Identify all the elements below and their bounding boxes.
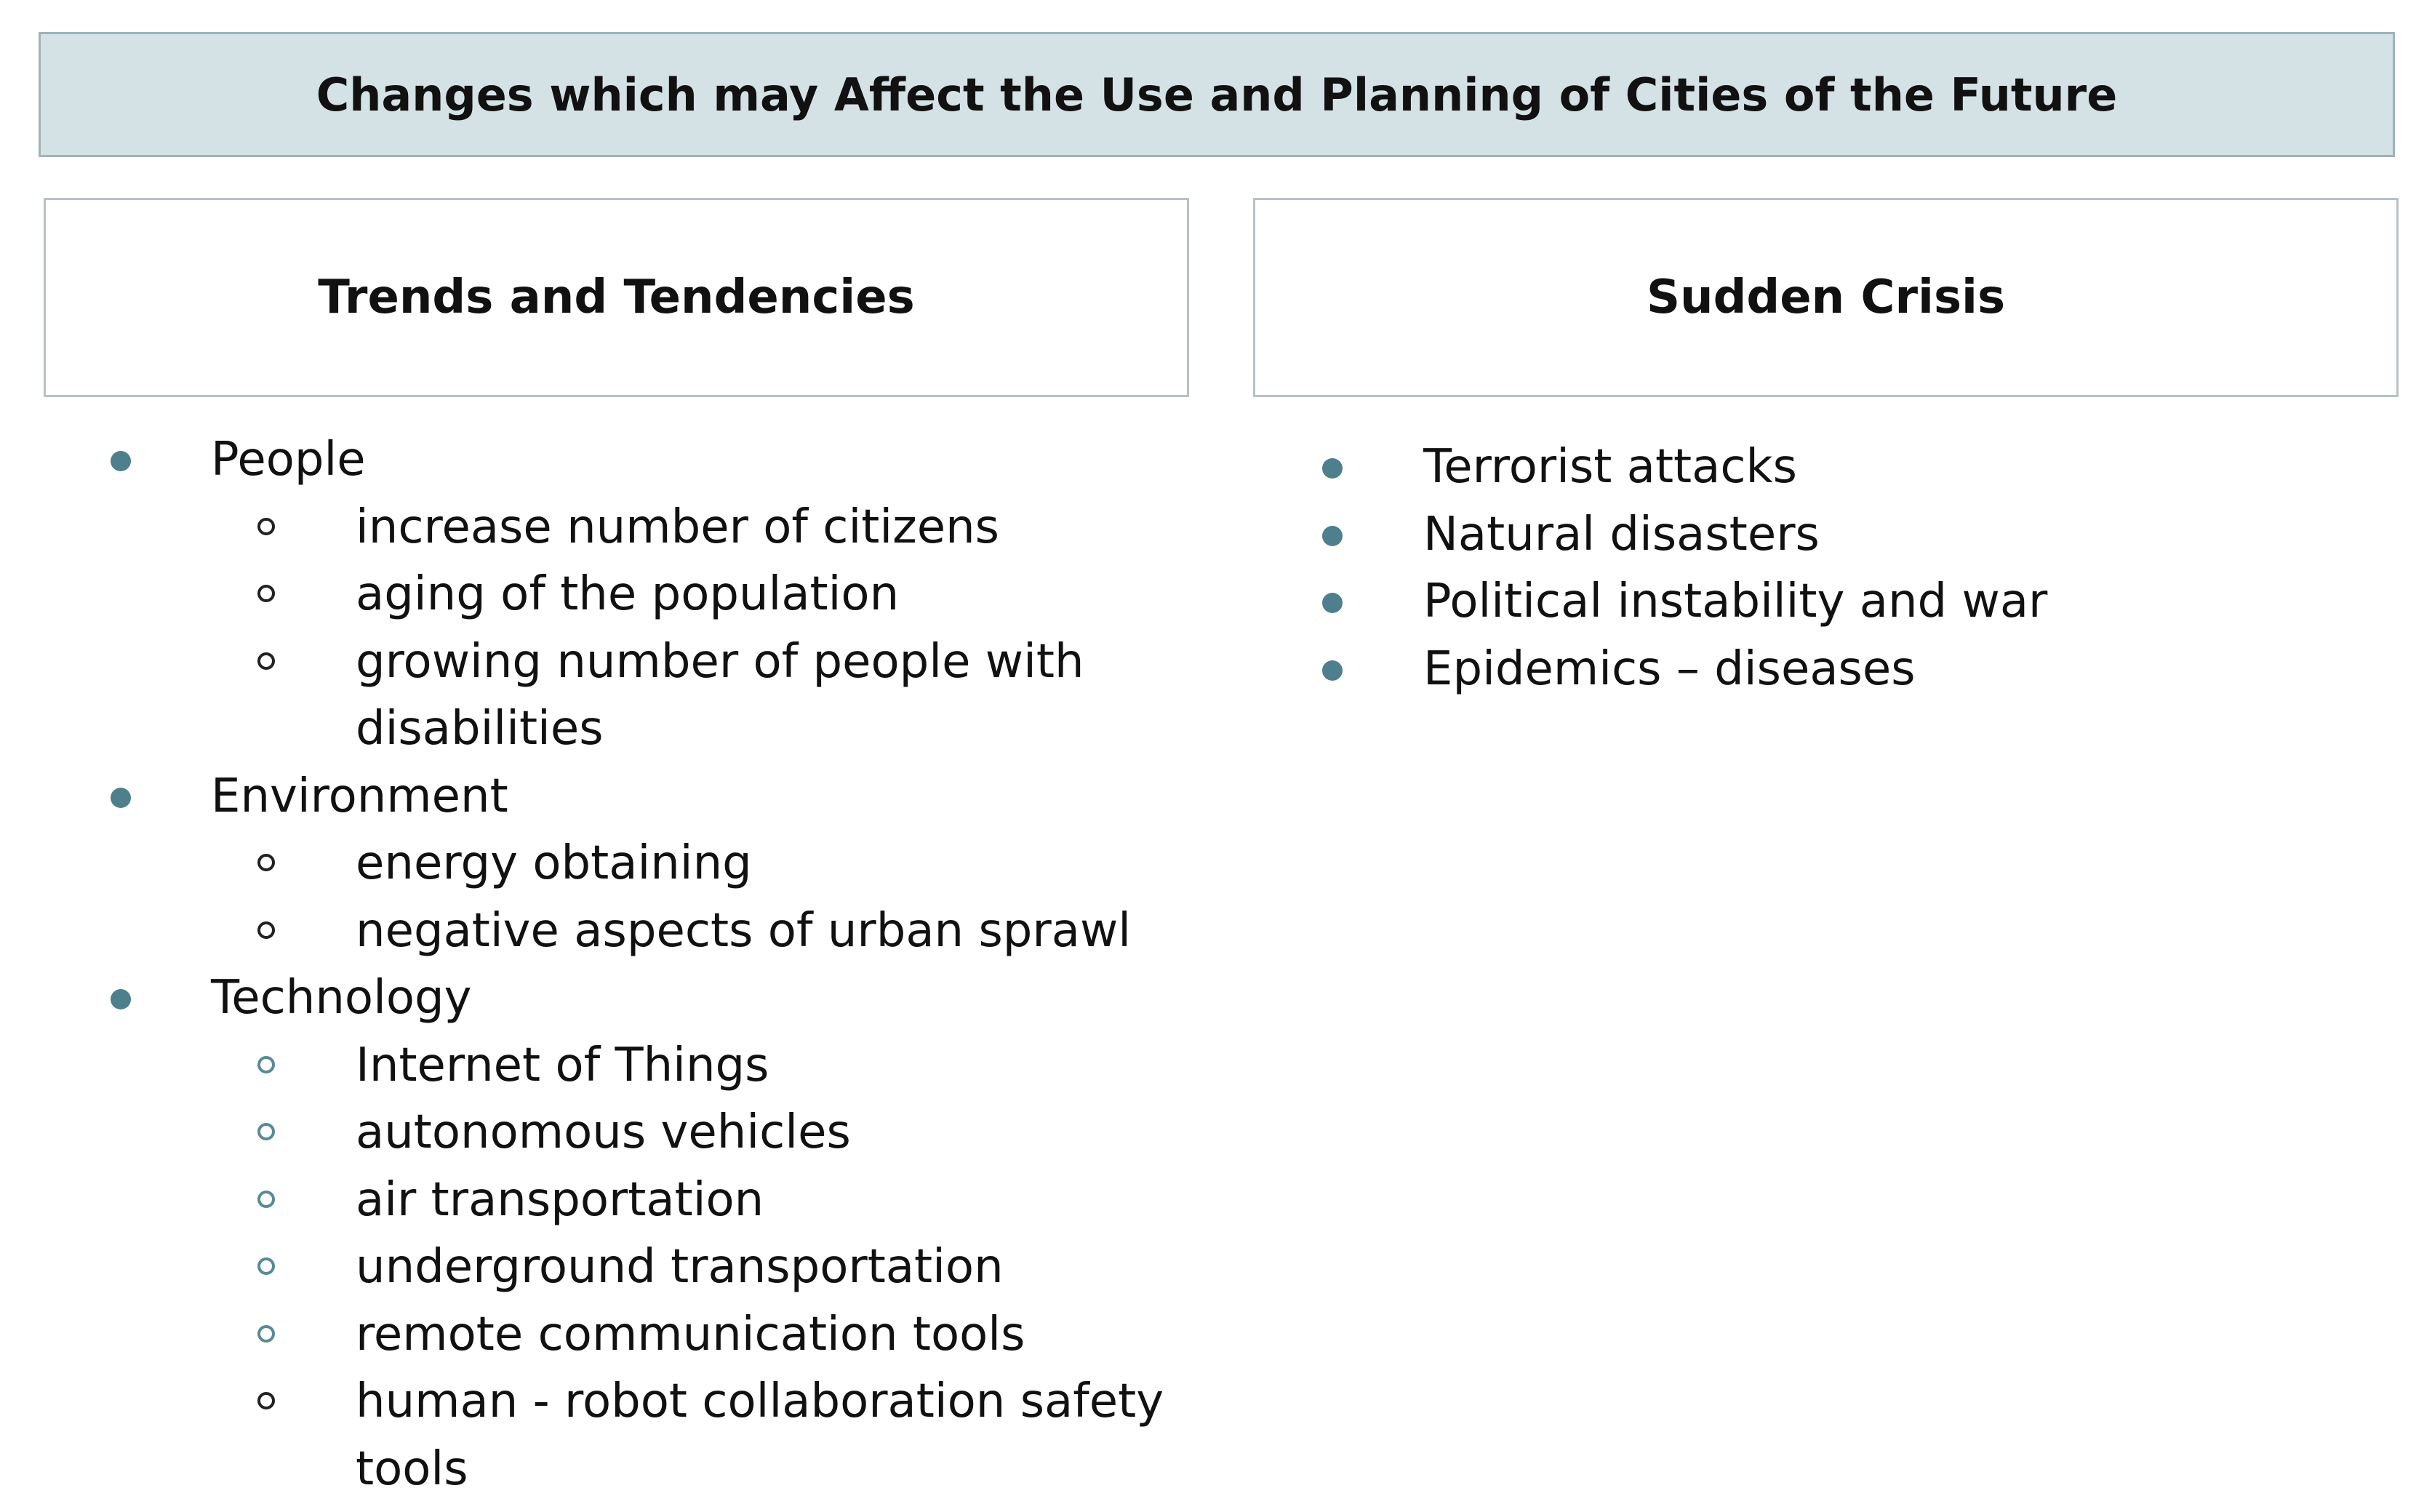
bullet-circle-icon [257,1392,275,1409]
bullet-circle-icon [257,921,275,939]
list-item: Political instability and war [0,568,2182,636]
bullet-dot-icon [111,989,131,1009]
trends-header: Trends and Tendencies [318,271,915,324]
bullet-dot-icon [1322,593,1343,613]
bullet-dot-icon [111,788,131,808]
bullet-circle-icon [257,1123,275,1140]
list-item: human - robot collaboration safety tools [0,1368,1200,1503]
bullet-circle-icon [257,1056,275,1073]
list-item: Internet of Things [0,1032,1200,1100]
title-banner [39,32,2395,157]
list-item: Epidemics – diseases [0,636,2182,703]
bullet-circle-icon [257,1257,275,1275]
trend-category-label: Technology [211,971,472,1025]
list-item: underground transportation [0,1233,1200,1301]
trend-category-label: People [211,433,366,487]
bullet-circle-icon [257,1325,275,1343]
list-item: negative aspects of urban sprawl [0,897,1200,965]
bullet-dot-icon [1322,526,1343,546]
bullet-dot-icon [1322,458,1343,479]
crisis-header-box [1253,198,2399,397]
list-item: growing number of people with disabilities [0,628,1200,763]
list-item: autonomous vehicles [0,1099,1200,1167]
trends-header-box [44,198,1189,397]
list-item: energy obtaining [0,830,1200,897]
trend-sublist [211,830,1200,964]
bullet-circle-icon [257,854,275,871]
list-item: air transportation [0,1167,1200,1234]
crisis-list [0,433,2182,703]
list-item: Natural disasters [0,501,2182,569]
bullet-dot-icon [1322,660,1343,681]
bullet-circle-icon [257,1191,275,1208]
trend-category-technology [0,964,1200,1503]
list-item: remote communication tools [0,1301,1200,1369]
trend-sublist [211,1032,1200,1503]
crisis-header: Sudden Crisis [1646,271,2006,324]
trend-category-label: Environment [211,769,508,823]
trend-category-environment [0,763,1200,965]
list-item: increase number of citizens [0,494,1200,561]
diagram-title: Changes which may Affect the Use and Planning of Cities of the Future [316,68,2118,121]
list-item: aging of the population [0,561,1200,628]
list-item: Terrorist attacks [0,433,2182,501]
